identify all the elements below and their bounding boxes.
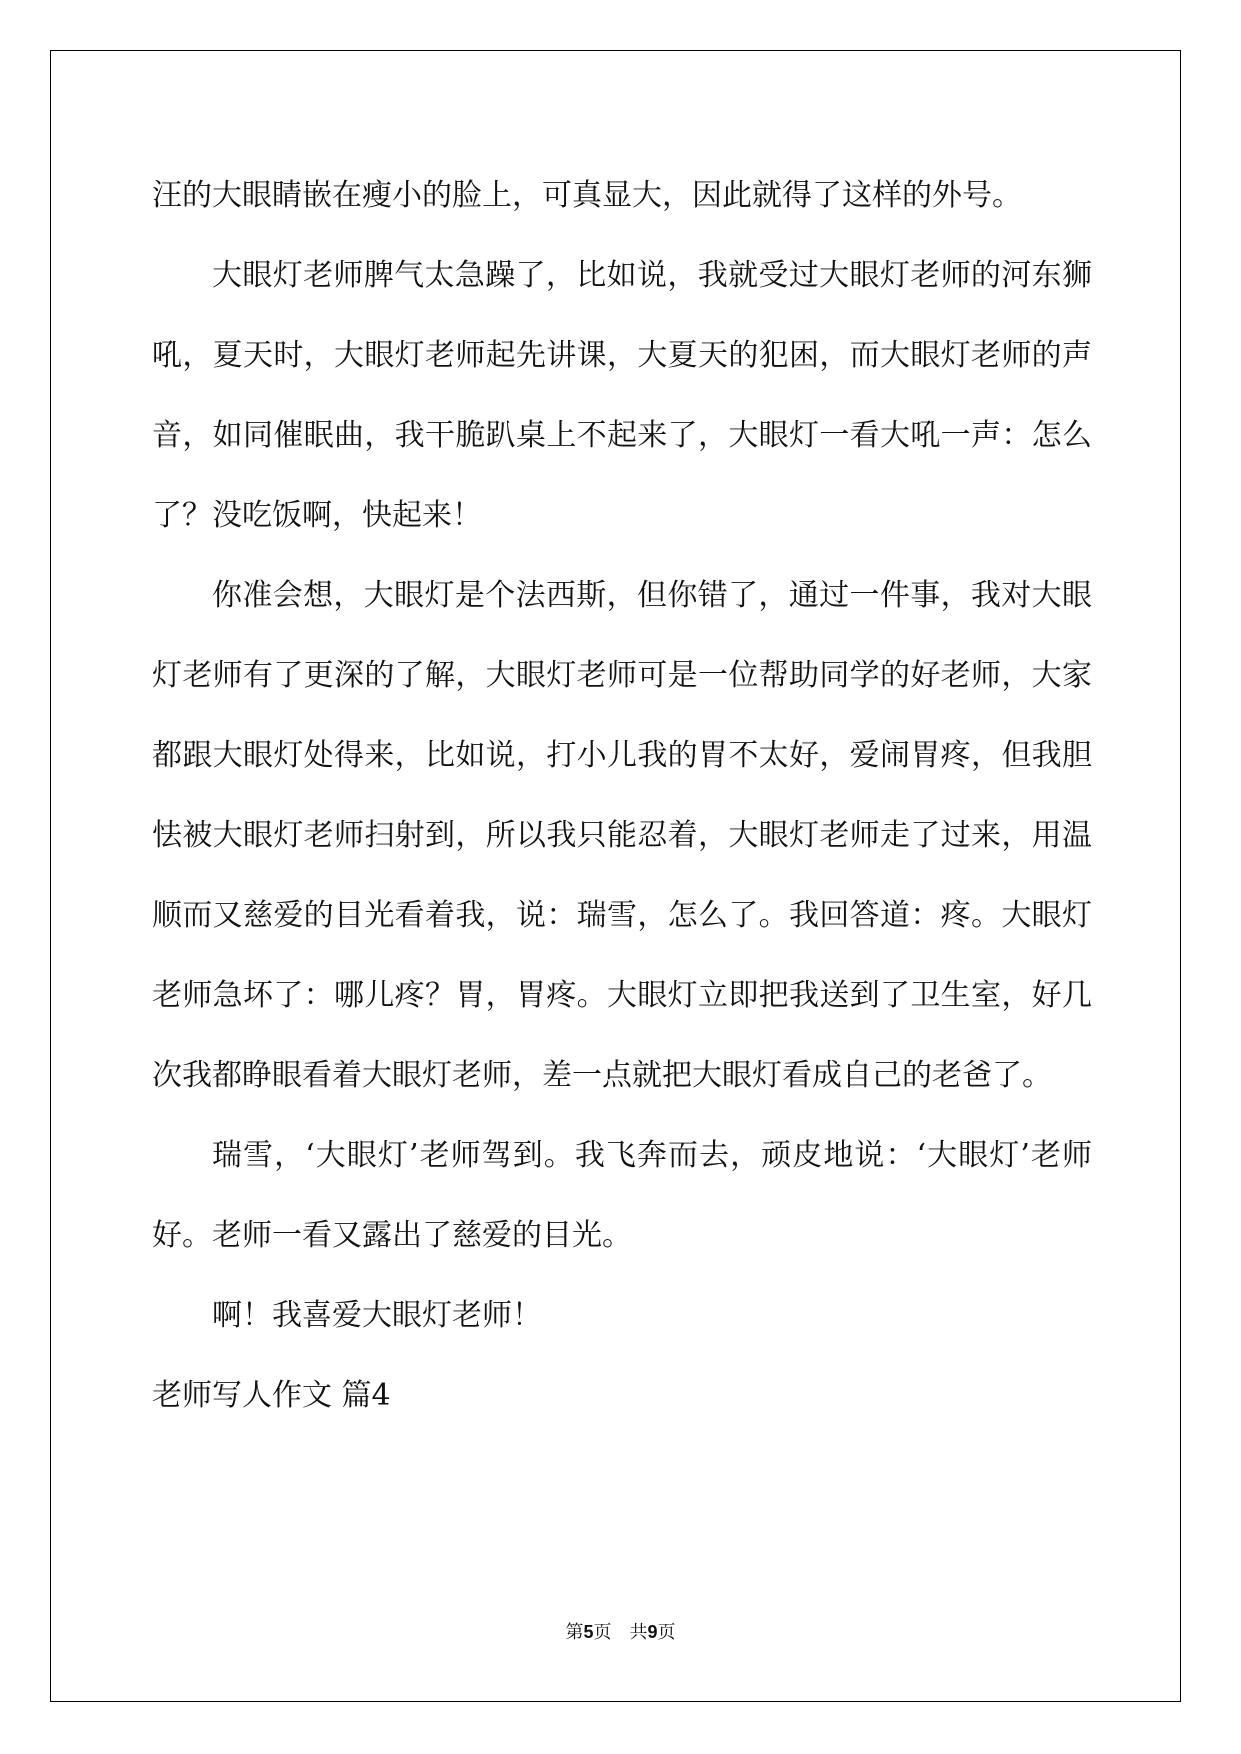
page-footer bbox=[0, 1618, 1241, 1644]
page-suffix: 页 bbox=[593, 1622, 612, 1643]
page-total: 9 bbox=[647, 1622, 658, 1642]
section-heading: 老师写人作文 篇4 bbox=[152, 1378, 391, 1413]
page-prefix: 第 bbox=[565, 1622, 584, 1643]
paragraph-5: 啊！我喜爱大眼灯老师！ bbox=[212, 1298, 542, 1333]
paragraph-2: 大眼灯老师脾气太急躁了，比如说，我就受过大眼灯老师的河东狮吼，夏天时，大眼灯老师起先讲课，大夏天的犯困，而大眼灯老师的声音，如同催眠曲，我干脆趴桌上不起来了，大眼灯一看大吼一声：怎么了？没吃饭啊，快起来！ bbox=[152, 258, 1092, 533]
paragraph-3: 你准会想，大眼灯是个法西斯，但你错了，通过一件事，我对大眼灯老师有了更深的了解，大眼灯老师可是一位帮助同学的好老师，大家都跟大眼灯处得来，比如说，打小儿我的胃不太好，爱闹胃疼，但我胆怯被大眼灯老师扫射到，所以我只能忍着，大眼灯老师走了过来，用温顺而又慈爱的目光看着我，说：瑞雪，怎么了。我回答道：疼。大眼灯老师急坏了：哪儿疼？胃，胃疼。大眼灯立即把我送到了卫生室，好几次我都睁眼看着大眼灯老师，差一点就把大眼灯看成自己的老爸了。 bbox=[152, 578, 1092, 1093]
document-body bbox=[152, 156, 1092, 1436]
total-suffix: 页 bbox=[657, 1622, 676, 1643]
total-prefix: 共 bbox=[629, 1622, 648, 1643]
paragraph-4: 瑞雪，‘大眼灯’老师驾到。我飞奔而去，顽皮地说：‘大眼灯’老师好。老师一看又露出了慈爱的目光。 bbox=[152, 1138, 1092, 1253]
page-current: 5 bbox=[583, 1622, 594, 1642]
paragraph-1: 汪的大眼睛嵌在瘦小的脸上，可真显大，因此就得了这样的外号。 bbox=[152, 178, 1022, 213]
